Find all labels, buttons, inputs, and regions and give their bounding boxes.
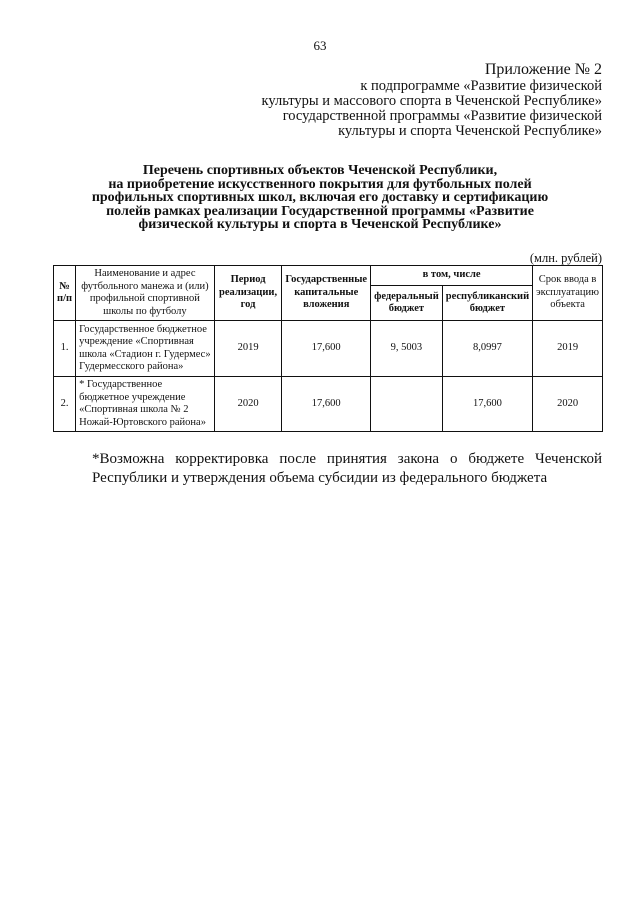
appendix-block xyxy=(182,62,602,139)
header-num: № п/п xyxy=(54,266,76,321)
document-heading xyxy=(60,164,580,232)
cell-period: 2020 xyxy=(214,377,282,432)
appendix-line: культуры и массового спорта в Чеченской Республике» xyxy=(261,93,602,109)
header-federal: федеральный бюджет xyxy=(371,286,443,321)
cell-federal xyxy=(371,377,443,432)
header-name: Наименование и адрес футбольного манежа и (или) профильной спортивной школы по футболу xyxy=(76,266,215,321)
cell-republic: 17,600 xyxy=(442,377,532,432)
heading-line: на приобретение искусственного покрытия для футбольных полей xyxy=(108,176,532,192)
cell-deadline: 2020 xyxy=(533,377,603,432)
cell-name: * Государственное бюджетное учреждение «Спортивная школа № 2 Ножай-Юртовского района» xyxy=(76,377,215,432)
heading-line: физической культуры и спорта в Чеченской Республике» xyxy=(138,217,502,233)
cell-deadline: 2019 xyxy=(533,321,603,377)
header-republic: республиканский бюджет xyxy=(442,286,532,321)
header-deadline: Срок ввода в эксплуатацию объекта xyxy=(533,266,603,321)
objects-table xyxy=(53,265,603,432)
appendix-line: культуры и спорта Чеченской Республике» xyxy=(338,123,602,139)
cell-period: 2019 xyxy=(214,321,282,377)
appendix-title: Приложение № 2 xyxy=(484,61,602,78)
header-investment: Государственные капитальные вложения xyxy=(282,266,371,321)
table-row xyxy=(54,377,603,432)
page-number: 63 xyxy=(313,38,327,53)
heading-line: профильных спортивных школ, включая его доставку и сертификацию xyxy=(91,190,549,206)
cell-republic: 8,0997 xyxy=(442,321,532,377)
table-header-row xyxy=(54,266,603,286)
heading-line: Перечень спортивных объектов Чеченской Республики, xyxy=(142,163,498,178)
footnote: *Возможна корректировка после принятия закона о бюджете Чеченской Республики и утверждения объема субсидии из федерального бюджета xyxy=(92,451,602,486)
cell-investment: 17,600 xyxy=(282,377,371,432)
cell-name: Государственное бюджетное учреждение «Спортивная школа «Стадион г. Гудермес» Гудермесского района» xyxy=(76,321,215,377)
header-including: в том, числе xyxy=(371,266,533,286)
cell-num: 2. xyxy=(54,377,76,432)
appendix-line: государственной программы «Развитие физической xyxy=(282,108,602,124)
header-period: Период реализации, год xyxy=(214,266,282,321)
unit-label: (млн. рублей) xyxy=(529,251,602,265)
appendix-line: к подпрограмме «Развитие физической xyxy=(360,78,602,94)
cell-investment: 17,600 xyxy=(282,321,371,377)
cell-federal: 9, 5003 xyxy=(371,321,443,377)
heading-line: полейв рамках реализации Государственной программы «Развитие xyxy=(106,203,534,219)
table-row xyxy=(54,321,603,377)
cell-num: 1. xyxy=(54,321,76,377)
